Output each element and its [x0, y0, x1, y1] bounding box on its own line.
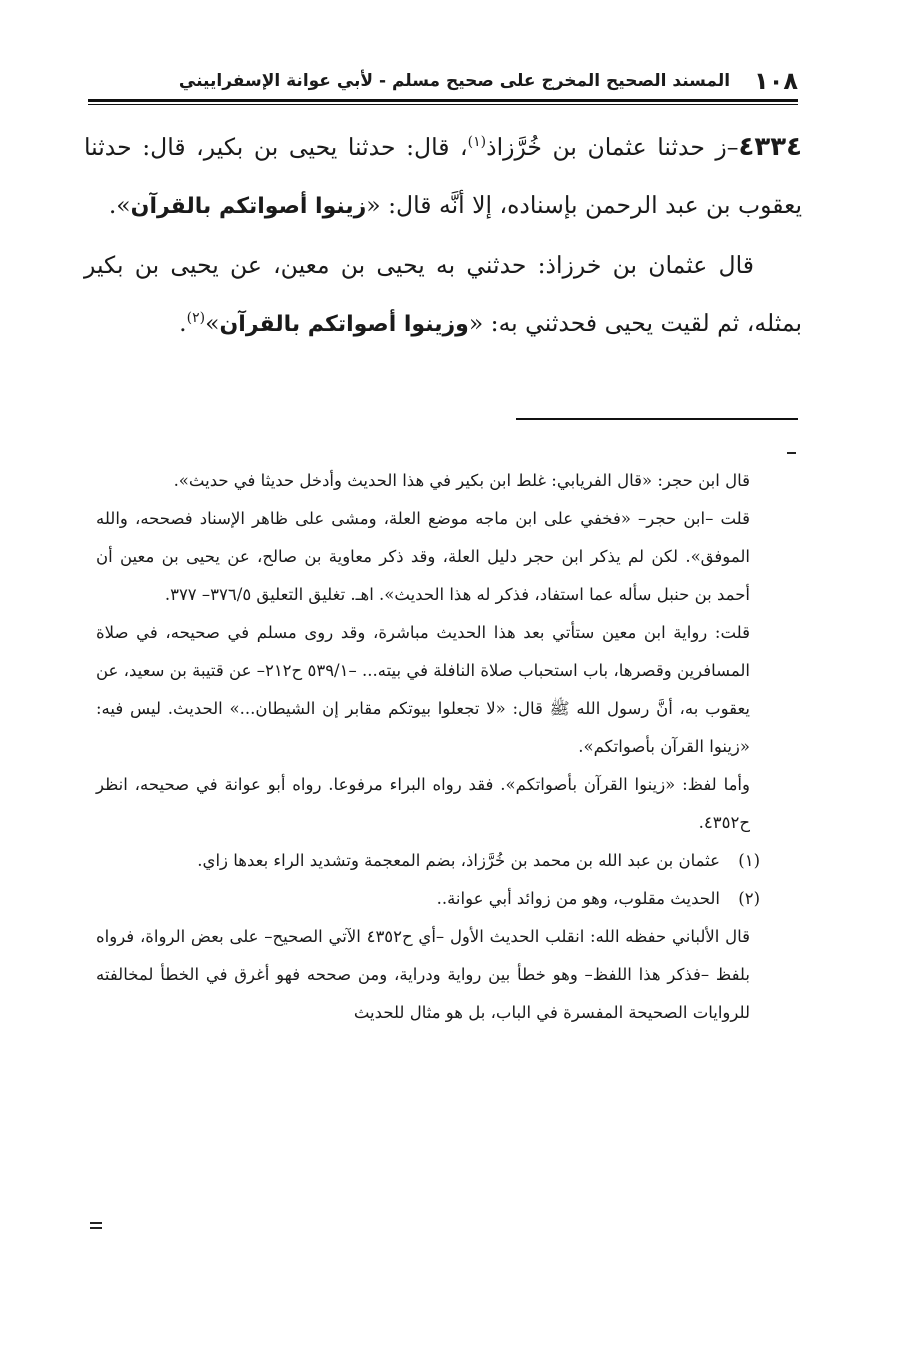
footnote-paragraph: قلت –ابن حجر– «فخفي على ابن ماجه موضع العلة، ومشى على ظاهر الإسناد فصححه، والله الموفق». لكن لم يذكر ابن حجر دليل العلة، وقد ذكر معاوية بن صالح، عن يحيى بن معين أن أحمد بن حنبل سأله عما استفاد، فذكر له هذا الحديث». اهـ. تغليق التعليق ٣٧٦/٥– ٣٧٧. — [96, 509, 750, 604]
hadith-text-part: ». — [108, 191, 131, 219]
footnote-ref-1: (١) — [467, 134, 487, 151]
hadith-text-part: –ز حدثنا عثمان بن خُرَّزاذ — [486, 133, 739, 161]
footnote-separator — [516, 418, 798, 420]
header-rule — [88, 99, 798, 102]
hadith-paragraph — [84, 118, 802, 236]
footnote-text: الحديث مقلوب، وهو من زوائد أبي عوانة.. — [436, 889, 720, 908]
hadith-text-part: ، قال: حدثنا يحيى بن بكير، قال: حدثنا يعقوب بن عبد الرحمن بإسناده، إلا أنَّه قال: « — [84, 133, 802, 219]
footnote-paragraph: قال الألباني حفظه الله: انقلب الحديث الأول –أي ح٤٣٥٢ الآتي الصحيح– على بعض الرواة، فرواه بلفظ –فذكر هذا اللفظ– وهو خطأ بين رواية ودراية، ومن صححه فهو أغرق في الخطأ لمخالفته للروايات الصحيحة المفسرة في الباب، بل هو مثال للحديث — [96, 927, 751, 1022]
footnote-number: (٢) — [738, 889, 760, 908]
continuation-mark — [787, 452, 796, 454]
footnotes — [96, 462, 760, 1032]
footnote-1 — [96, 842, 760, 880]
footnote-2 — [96, 880, 760, 918]
footnote-paragraph: وأما لفظ: «زينوا القرآن بأصواتكم». فقد رواه البراء مرفوعا. رواه أبو عوانة في صحيحه، انظر ح٤٣٥٢. — [96, 775, 750, 832]
footnote-paragraph: قلت: رواية ابن معين ستأتي بعد هذا الحديث مباشرة، وقد روى مسلم في صحيحه، في صلاة المسافرين وقصرها، باب استحباب صلاة النافلة في بيته... –٥٣٩/١ ح٢١٢– عن قتيبة بن سعيد، عن يعقوب به، أنَّ رسول الله ﷺ قال: «لا تجعلوا بيوتكم مقابر إن الشيطان...» الحديث. ليس فيه: «زينوا القرآن بأصواتكم». — [96, 623, 751, 756]
commentary-paragraph — [84, 236, 802, 354]
footnote-number: (١) — [738, 851, 760, 870]
page-header — [88, 66, 798, 96]
running-title: المسند الصحيح المخرج على صحيح مسلم - لأبي عوانة الإسفراييني — [178, 71, 731, 91]
footnote-ref-2: (٢) — [186, 310, 206, 327]
header-rule-thin — [88, 104, 798, 105]
hadith-matn-bold: زينوا أصواتكم بالقرآن — [130, 194, 367, 219]
main-text — [84, 118, 802, 354]
commentary-text-part: . — [179, 309, 187, 337]
commentary-text-part: » — [205, 309, 220, 337]
commentary-matn-bold: وزينوا أصواتكم بالقرآن — [219, 312, 469, 337]
footnote-text: عثمان بن عبد الله بن محمد بن خُرَّزاذ، بضم المعجمة وتشديد الراء بعدها زاي. — [197, 851, 720, 870]
footnote-paragraph: قال ابن حجر: «قال الفريابي: غلط ابن بكير في هذا الحديث وأدخل حديثا في حديث». — [173, 471, 750, 490]
page-number: ١٠٨ — [754, 67, 798, 95]
continuation-mark-bottom — [90, 1222, 102, 1232]
commentary-text-part: قال عثمان بن خرزاذ: حدثني به يحيى بن معين، عن يحيى بن بكير بمثله، ثم لقيت يحيى فحدثني به: « — [84, 251, 802, 337]
hadith-number: ٤٣٣٤ — [738, 132, 803, 162]
